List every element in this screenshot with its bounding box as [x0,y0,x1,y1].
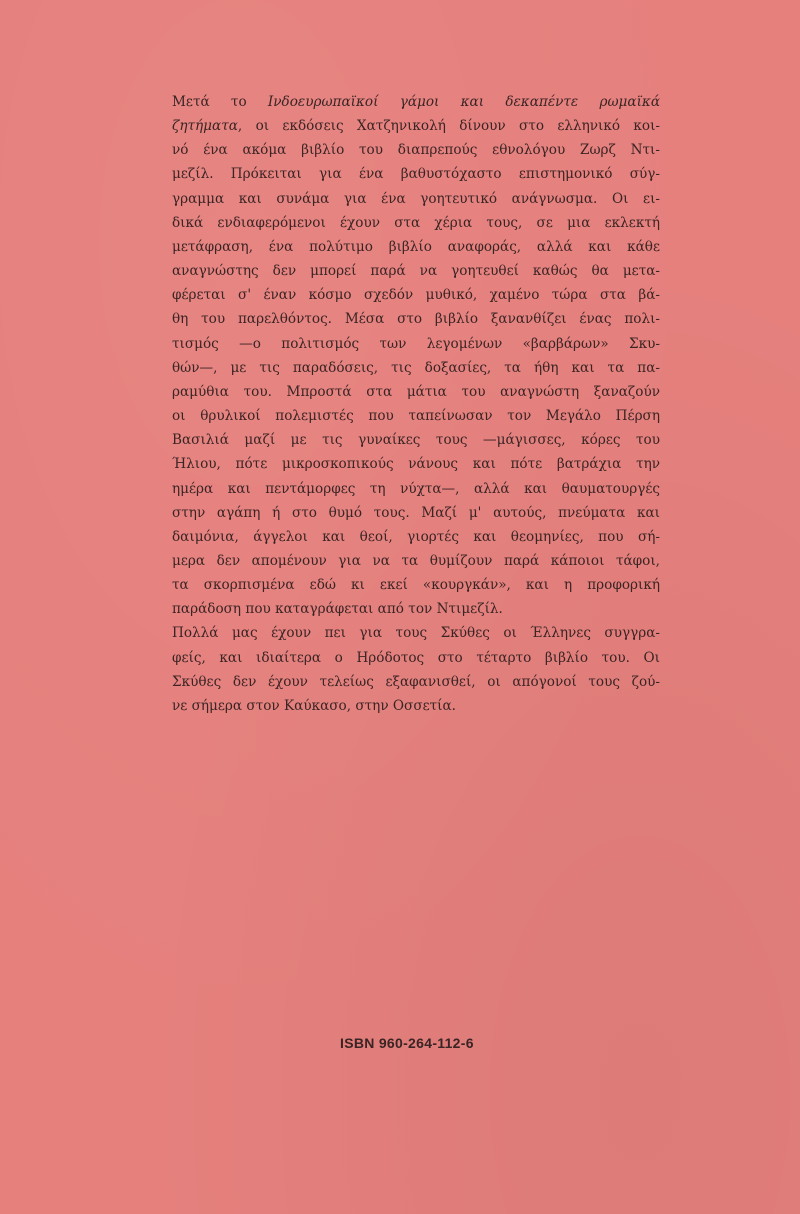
blurb-line: ραμύθια του. Μπροστά στα μάτια του αναγνώστη ξαναζούν [172,383,660,400]
blurb-line: μερα δεν απομένουν για να τα θυμίζουν παρά κάποιοι τάφοι, [172,552,660,569]
blurb-line: στην αγάπη ή στο θυμό τους. Μαζί μ' αυτούς, πνεύματα και [172,504,660,521]
blurb-line [172,114,660,138]
blurb-line: αναγνώστης δεν μπορεί παρά να γοητευθεί καθώς θα μετα- [172,263,660,280]
blurb-line: μεζίλ. Πρόκειται για ένα βαθυστόχαστο επιστημονικό σύγ- [172,166,660,183]
blurb-line: νό ένα ακόμα βιβλίο του διαπρεπούς εθνολόγου Ζωρζ Ντι- [172,142,660,159]
blurb-line: ημέρα και πεντάμορφες τη νύχτα—, αλλά και θαυματουργές [172,480,660,497]
blurb-text [172,90,660,718]
blurb-line: παράδοση που καταγράφεται από τον Ντιμεζίλ. [172,601,503,618]
blurb-line: μετάφραση, ένα πολύτιμο βιβλίο αναφοράς, αλλά και κάθε [172,238,660,255]
blurb-line: θών—, με τις παραδόσεις, τις δοξασίες, τα ήθη και τα πα- [172,359,660,376]
blurb-line: Βασιλιά μαζί με τις γυναίκες τους —μάγισσες, κόρες του [172,432,660,449]
blurb-line: οι θρυλικοί πολεμιστές που ταπείνωσαν τον Μεγάλο Πέρση [172,408,660,425]
blurb-line: θη του παρελθόντος. Μέσα στο βιβλίο ξανανθίζει ένας πολι- [172,311,660,328]
book-title-italic: ζητήματα [172,118,238,135]
book-title-italic: Ινδοευρωπαϊκοί γάμοι και δεκαπέντε ρωμαϊκά [267,94,660,110]
blurb-line [172,90,660,114]
line-text: , οι εκδόσεις Χατζηνικολή δίνουν στο ελληνικό κοι- [237,118,660,135]
blurb-paragraph-2 [172,621,660,718]
blurb-line: φέρεται σ' έναν κόσμο σχεδόν μυθικό, χαμένο τώρα στα βά- [172,287,660,304]
blurb-line: δικά ενδιαφερόμενοι έχουν στα χέρια τους, σε μια εκλεκτή [172,214,660,231]
blurb-line: τα σκορπισμένα εδώ κι εκεί «κουργκάν», και η προφορική [172,577,660,594]
blurb-line: γραμμα και συνάμα για ένα γοητευτικό ανάγνωσμα. Οι ει- [172,190,660,207]
isbn-number: ISBN 960-264-112-6 [340,1035,474,1051]
blurb-line: νε σήμερα στον Καύκασο, στην Οσσετία. [172,697,456,714]
line-text: Μετά το [172,94,268,110]
blurb-line: Σκύθες δεν έχουν τελείως εξαφανισθεί, οι απόγονοί τους ζού- [172,673,660,690]
blurb-line: Πολλά μας έχουν πει για τους Σκύθες οι Έλληνες συγγρα- [172,625,660,642]
blurb-line: τισμός —ο πολιτισμός των λεγομένων «βαρβάρων» Σκυ- [172,335,660,352]
blurb-line: Ήλιου, πότε μικροσκοπικούς νάνους και πότε βατράχια την [172,456,660,473]
blurb-line: φείς, και ιδιαίτερα ο Ηρόδοτος στο τέταρτο βιβλίο του. Οι [172,649,660,666]
blurb-paragraph-1 [172,90,660,621]
blurb-line: δαιμόνια, άγγελοι και θεοί, γιορτές και θεομηνίες, που σή- [172,528,660,545]
